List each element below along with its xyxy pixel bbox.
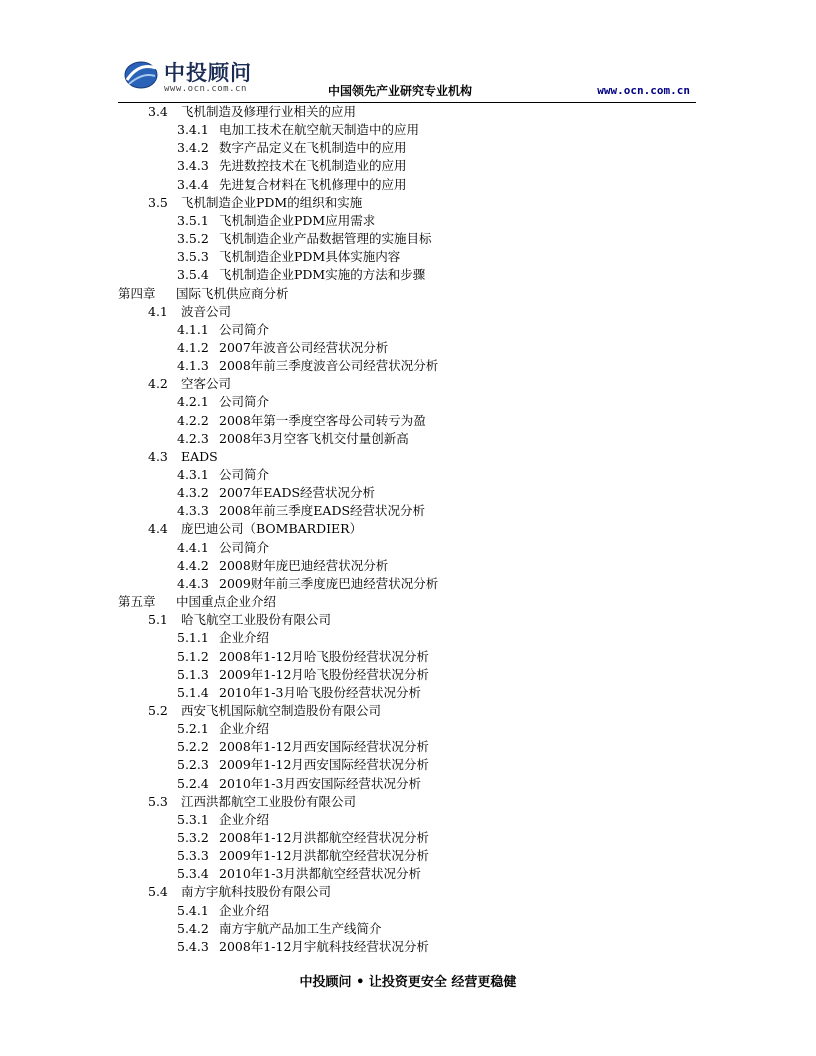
page-footer: 中投顾问 • 让投资更安全 经营更稳健 (299, 975, 517, 990)
toc-entry-number: 5.4.1 (177, 902, 209, 918)
toc-entry-sub[interactable] (177, 738, 429, 756)
toc-entry-sub[interactable] (177, 539, 269, 557)
toc-entry-sub[interactable] (177, 139, 407, 157)
toc-entry-title: 2009年1-12月哈飞股份经营状况分析 (219, 666, 429, 682)
toc-entry-number: 第四章 (118, 285, 156, 301)
toc-entry-number: 4.1 (148, 303, 168, 319)
toc-entry-sub[interactable] (177, 648, 429, 666)
header-tagline: 中国领先产业研究专业机构 (328, 84, 473, 98)
toc-entry-title: 2007年波音公司经营状况分析 (219, 339, 389, 355)
toc-entry-section[interactable] (148, 520, 362, 538)
page-header (118, 56, 696, 103)
toc-entry-title: 2010年1-3月西安国际经营状况分析 (219, 775, 421, 791)
toc-entry-number: 3.4 (148, 104, 168, 119)
toc-entry-sub[interactable] (177, 339, 388, 357)
logo-name: 中投顾问 (164, 61, 252, 85)
toc-entry-number: 5.2.2 (177, 739, 209, 755)
toc-entry-number: 5.4.2 (177, 920, 209, 936)
toc-entry-title: 2008年1-12月宇航科技经营状况分析 (219, 938, 429, 954)
toc-entry-title: 公司简介 (219, 539, 270, 555)
toc-entry-title: 南方宇航科技股份有限公司 (181, 884, 332, 900)
toc-entry-number: 5.2 (148, 702, 168, 718)
toc-entry-number: 3.5 (148, 194, 168, 210)
toc-entry-sub[interactable] (177, 248, 400, 266)
toc-entry-title: 波音公司 (181, 303, 232, 319)
toc-entry-title: 空客公司 (181, 376, 232, 392)
toc-entry-number: 5.4 (148, 884, 168, 900)
toc-entry-title: 中国重点企业介绍 (176, 594, 277, 610)
toc-entry-number: 3.5.2 (177, 231, 209, 247)
toc-entry-section[interactable] (148, 702, 381, 720)
toc-entry-sub[interactable] (177, 829, 429, 847)
toc-entry-title: 飞机制造企业PDM应用需求 (219, 212, 376, 228)
toc-entry-number: 3.4.3 (177, 158, 209, 174)
toc-entry-title: 企业介绍 (219, 811, 270, 827)
toc-entry-title: 南方宇航产品加工生产线简介 (219, 920, 382, 936)
toc-entry-sub[interactable] (177, 629, 269, 647)
toc-entry-number: 3.5.3 (177, 249, 209, 265)
toc-entry-number: 4.1.2 (177, 339, 209, 355)
company-logo (120, 56, 280, 100)
toc-entry-title: 2009财年前三季度庞巴迪经营状况分析 (219, 575, 439, 591)
toc-entry-sub[interactable] (177, 811, 269, 829)
toc-entry-number: 5.3.2 (177, 830, 209, 845)
toc-entry-number: 4.2.1 (177, 394, 209, 410)
toc-entry-number: 5.3 (148, 793, 168, 809)
toc-entry-title: 国际飞机供应商分析 (176, 285, 289, 301)
toc-entry-number: 4.2 (148, 376, 168, 392)
toc-entry-sub[interactable] (177, 902, 269, 920)
toc-entry-title: 电加工技术在航空航天制造中的应用 (219, 122, 420, 138)
toc-entry-number: 5.1.4 (177, 684, 209, 700)
toc-entry-title: 先进数控技术在飞机制造业的应用 (219, 158, 407, 174)
toc-entry-sub[interactable] (177, 865, 421, 883)
toc-entry-title: 飞机制造企业PDM具体实施内容 (219, 249, 401, 265)
logo-url: www.ocn.com.cn (164, 84, 247, 94)
toc-entry-sub[interactable] (177, 920, 382, 938)
toc-entry-number: 5.1.1 (177, 630, 209, 646)
toc-entry-number: 5.3.1 (177, 811, 209, 827)
toc-entry-number: 4.3.1 (177, 467, 209, 482)
toc-entry-title: 2010年1-3月哈飞股份经营状况分析 (219, 684, 421, 700)
toc-entry-sub[interactable] (177, 466, 269, 484)
toc-entry-sub[interactable] (177, 393, 269, 411)
toc-entry-number: 第五章 (118, 594, 156, 610)
toc-entry-sub[interactable] (177, 321, 269, 339)
toc-entry-title: 飞机制造企业产品数据管理的实施目标 (219, 231, 432, 247)
toc-entry-section[interactable] (148, 448, 218, 466)
toc-entry-number: 3.4.1 (177, 122, 209, 138)
toc-entry-title: 西安飞机国际航空制造股份有限公司 (181, 702, 382, 718)
toc-entry-section[interactable] (148, 611, 331, 629)
toc-entry-title: 2008年1-12月西安国际经营状况分析 (219, 739, 429, 755)
toc-entry-sub[interactable] (177, 684, 421, 702)
toc-entry-section[interactable] (148, 793, 356, 811)
toc-entry-number: 4.2.2 (177, 412, 209, 428)
toc-entry-section[interactable] (148, 375, 231, 393)
globe-swoosh-icon (123, 60, 159, 90)
toc-entry-sub[interactable] (177, 666, 429, 684)
toc-entry-number: 4.4.2 (177, 557, 209, 573)
toc-entry-title: 企业介绍 (219, 902, 270, 918)
toc-entry-number: 4.3.2 (177, 485, 209, 501)
toc-entry-title: 2010年1-3月洪都航空经营状况分析 (219, 866, 421, 882)
toc-entry-sub[interactable] (177, 847, 429, 865)
toc-entry-title: 2009年1-12月洪都航空经营状况分析 (219, 848, 429, 864)
toc-entry-number: 5.1.3 (177, 666, 209, 682)
toc-entry-number: 3.4.2 (177, 140, 209, 156)
toc-entry-sub[interactable] (177, 575, 438, 593)
toc-entry-title: 先进复合材料在飞机修理中的应用 (219, 176, 407, 192)
toc-entry-title: 公司简介 (219, 467, 270, 482)
toc-entry-number: 3.5.1 (177, 212, 209, 228)
toc-entry-title: 2008年1-12月洪都航空经营状况分析 (219, 830, 429, 845)
toc-entry-section[interactable] (148, 303, 231, 321)
toc-entry-title: 哈飞航空工业股份有限公司 (181, 612, 332, 628)
toc-entry-title: 2009年1-12月西安国际经营状况分析 (219, 757, 429, 773)
toc-entry-section[interactable] (148, 883, 331, 901)
toc-entry-number: 4.3 (148, 448, 168, 464)
header-site-link[interactable]: www.ocn.com.cn (597, 84, 690, 97)
toc-entry-number: 5.2.1 (177, 721, 209, 737)
toc-entry-sub[interactable] (177, 938, 429, 956)
toc-entry-number: 4.1.3 (177, 358, 209, 374)
toc-entry-title: 企业介绍 (219, 630, 270, 646)
toc-entry-number: 5.3.3 (177, 848, 209, 864)
toc-entry-section[interactable] (148, 194, 362, 212)
toc-entry-title: 2008年1-12月哈飞股份经营状况分析 (219, 648, 429, 664)
toc-entry-sub[interactable] (177, 412, 426, 430)
toc-entry-title: 庞巴迪公司（BOMBARDIER） (181, 521, 363, 537)
toc-entry-sub[interactable] (177, 484, 375, 502)
toc-entry-title: 2008年第一季度空客母公司转亏为盈 (219, 412, 426, 428)
toc-entry-number: 4.4 (148, 521, 168, 537)
toc-entry-section[interactable] (148, 103, 356, 121)
toc-entry-number: 4.2.3 (177, 430, 209, 446)
toc-entry-title: 2008年前三季度EADS经营状况分析 (219, 503, 426, 519)
toc-entry-number: 4.1.1 (177, 321, 209, 337)
toc-entry-sub[interactable] (177, 502, 425, 520)
toc-entry-number: 5.3.4 (177, 866, 209, 882)
toc-entry-sub[interactable] (177, 756, 429, 774)
toc-entry-number: 3.4.4 (177, 176, 209, 192)
toc-entry-title: 公司简介 (219, 321, 270, 337)
toc-entry-chapter[interactable] (118, 593, 276, 611)
toc-entry-number: 5.2.3 (177, 757, 209, 773)
toc-entry-sub[interactable] (177, 357, 438, 375)
toc-entry-title: 2008财年庞巴迪经营状况分析 (219, 557, 389, 573)
toc-entry-number: 4.3.3 (177, 503, 209, 519)
toc-entry-chapter[interactable] (118, 285, 289, 303)
toc-entry-sub[interactable] (177, 176, 407, 194)
toc-entry-title: 江西洪都航空工业股份有限公司 (181, 793, 357, 809)
toc-entry-title: 2008年3月空客飞机交付量创新高 (219, 430, 409, 446)
toc-entry-sub[interactable] (177, 720, 269, 738)
toc-entry-number: 5.2.4 (177, 775, 209, 791)
toc-entry-sub[interactable] (177, 775, 421, 793)
toc-entry-number: 5.4.3 (177, 938, 209, 954)
toc-entry-sub[interactable] (177, 157, 407, 175)
toc-entry-sub[interactable] (177, 557, 388, 575)
toc-entry-sub[interactable] (177, 266, 425, 284)
toc-entry-number: 5.1.2 (177, 648, 209, 664)
toc-entry-sub[interactable] (177, 121, 419, 139)
toc-entry-number: 5.1 (148, 612, 168, 628)
toc-entry-title: 2008年前三季度波音公司经营状况分析 (219, 358, 439, 374)
toc-entry-number: 3.5.4 (177, 267, 209, 283)
toc-entry-title: EADS (181, 448, 218, 464)
toc-entry-title: 数字产品定义在飞机制造中的应用 (219, 140, 407, 156)
toc-entry-sub[interactable] (177, 230, 432, 248)
toc-entry-title: 飞机制造及修理行业相关的应用 (181, 104, 357, 119)
toc-entry-title: 2007年EADS经营状况分析 (219, 485, 376, 501)
toc-entry-number: 4.4.3 (177, 575, 209, 591)
toc-entry-title: 飞机制造企业PDM的组织和实施 (181, 194, 363, 210)
toc-entry-title: 公司简介 (219, 394, 270, 410)
toc-entry-number: 4.4.1 (177, 539, 209, 555)
toc-entry-title: 企业介绍 (219, 721, 270, 737)
toc-entry-sub[interactable] (177, 430, 409, 448)
toc-entry-sub[interactable] (177, 212, 375, 230)
toc-entry-title: 飞机制造企业PDM实施的方法和步骤 (219, 267, 426, 283)
